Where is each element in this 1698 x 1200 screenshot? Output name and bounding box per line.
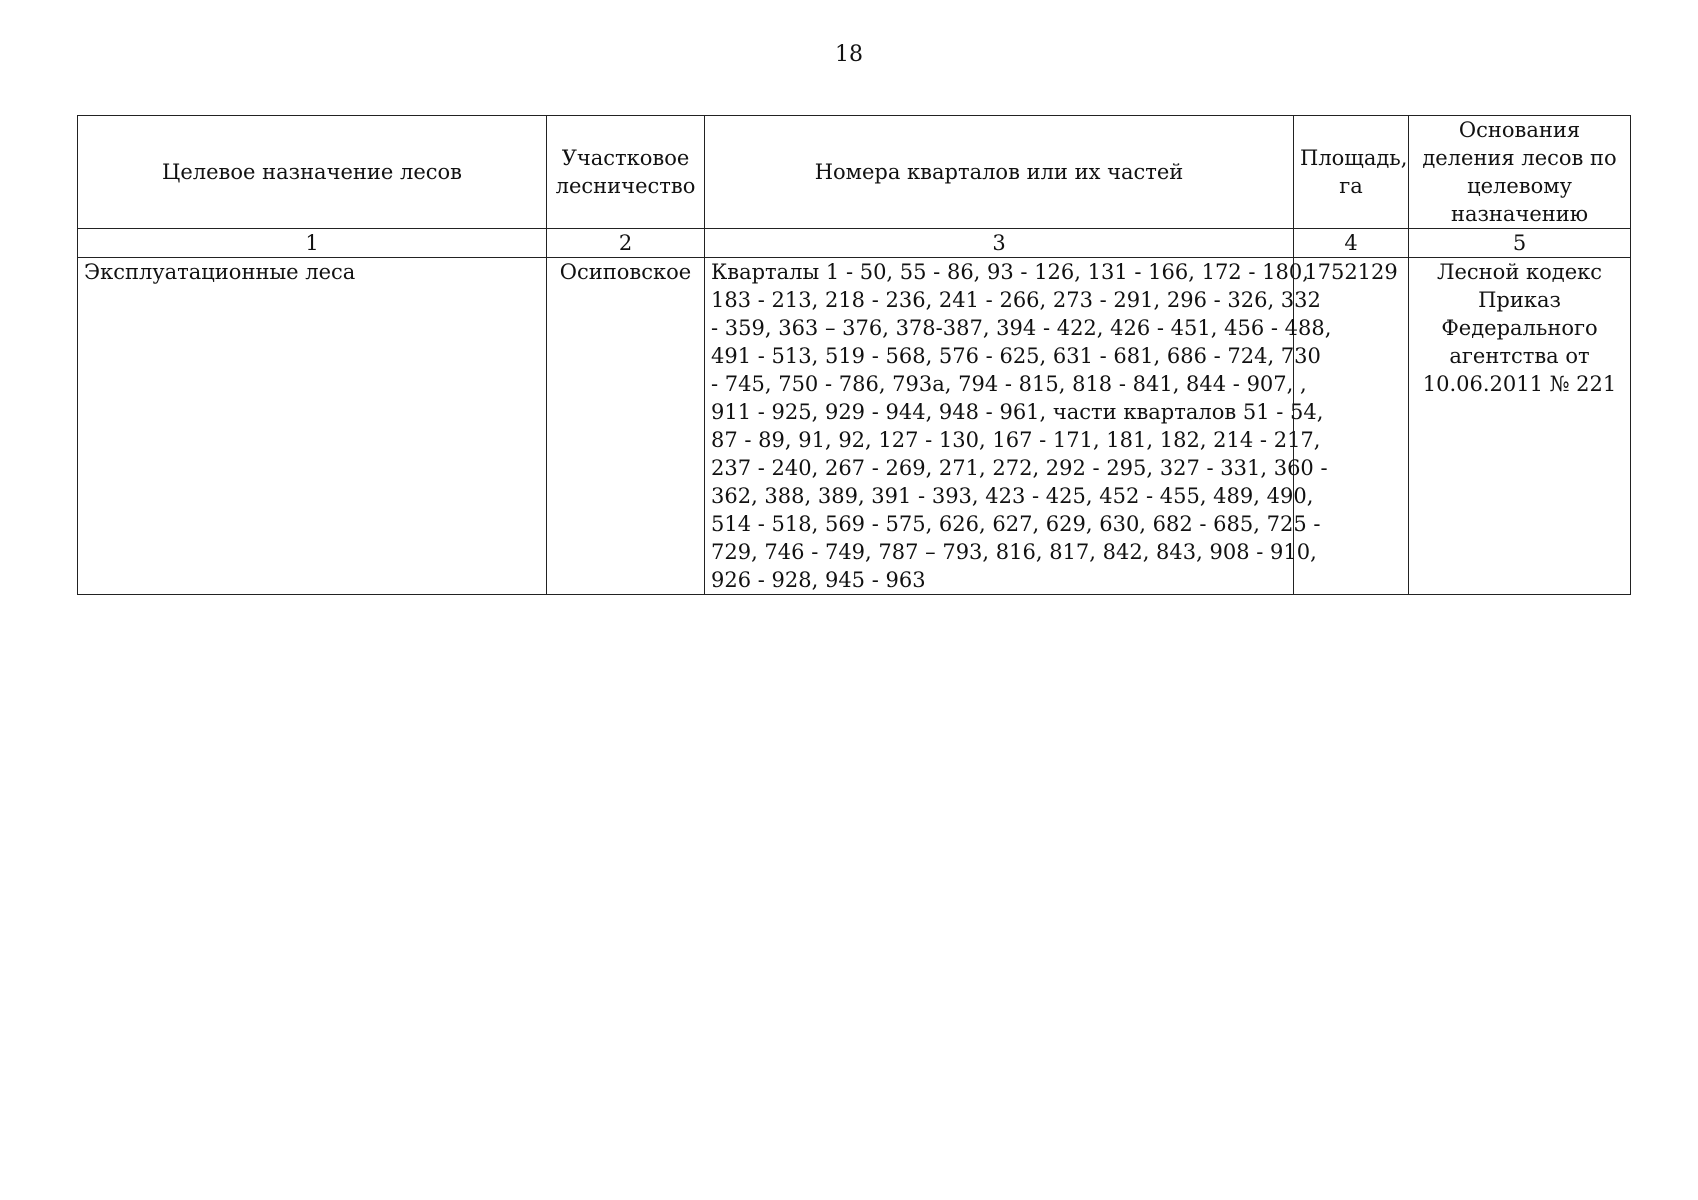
cell-purpose: Эксплуатационные леса (78, 258, 547, 595)
basis-line: Приказ (1478, 288, 1561, 312)
quarters-line: 729, 746 - 749, 787 – 793, 816, 817, 842, 843, 908 - 910, (711, 540, 1317, 564)
page-number: 18 (835, 42, 863, 67)
header-area: Площадь, га (1294, 116, 1409, 229)
header-quarters: Номера кварталов или их частей (705, 116, 1294, 229)
header-forestry: Участковое лесничество (547, 116, 705, 229)
table-row (78, 258, 1631, 595)
basis-line: Лесной кодекс (1436, 260, 1603, 284)
table-header-row (78, 116, 1631, 229)
column-number: 4 (1294, 229, 1409, 258)
quarters-line: 491 - 513, 519 - 568, 576 - 625, 631 - 681, 686 - 724, 730 (711, 344, 1321, 368)
cell-quarters (705, 258, 1332, 595)
column-number: 5 (1409, 229, 1631, 258)
column-number: 3 (705, 229, 1294, 258)
basis-line: агентства от (1449, 344, 1590, 368)
quarters-line: - 745, 750 - 786, 793а, 794 - 815, 818 - 841, 844 - 907, , (711, 372, 1307, 396)
quarters-line: Кварталы 1 - 50, 55 - 86, 93 - 126, 131 - 166, 172 - 180, (711, 260, 1309, 284)
basis-line: 10.06.2011 № 221 (1422, 372, 1617, 396)
quarters-line: - 359, 363 – 376, 378-387, 394 - 422, 426 - 451, 456 - 488, (711, 316, 1332, 340)
quarters-line: 362, 388, 389, 391 - 393, 423 - 425, 452 - 455, 489, 490, (711, 484, 1314, 508)
quarters-line: 514 - 518, 569 - 575, 626, 627, 629, 630, 682 - 685, 725 - (711, 512, 1321, 536)
column-number: 1 (78, 229, 547, 258)
quarters-line: 911 - 925, 929 - 944, 948 - 961, части кварталов 51 - 54, (711, 400, 1324, 424)
header-purpose: Целевое назначение лесов (78, 116, 547, 229)
cell-basis (1409, 258, 1631, 595)
quarters-line: 926 - 928, 945 - 963 (711, 568, 926, 592)
basis-line: Федерального (1441, 316, 1598, 340)
quarters-line: 237 - 240, 267 - 269, 271, 272, 292 - 295, 327 - 331, 360 - (711, 456, 1328, 480)
cell-area: 1752129 (1294, 258, 1409, 595)
header-basis: Основания деления лесов по целевому назначению (1409, 116, 1631, 229)
column-numbers-row (78, 229, 1631, 258)
column-number: 2 (547, 229, 705, 258)
cell-forestry: Осиповское (547, 258, 705, 595)
quarters-line: 87 - 89, 91, 92, 127 - 130, 167 - 171, 181, 182, 214 - 217, (711, 428, 1321, 452)
forest-purpose-table (77, 115, 1631, 595)
quarters-line: 183 - 213, 218 - 236, 241 - 266, 273 - 291, 296 - 326, 332 (711, 288, 1321, 312)
